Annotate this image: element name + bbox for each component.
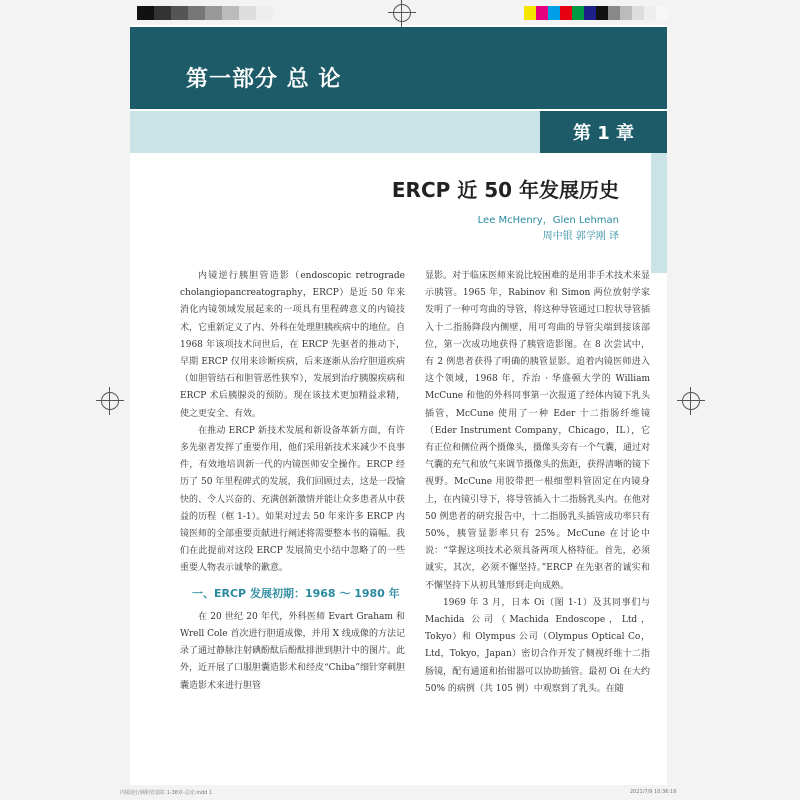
part-title: 第一部分 总 论 [186, 67, 342, 92]
registration-mark-icon [682, 392, 700, 410]
section-heading: 一、ERCP 发展初期：1968 ～ 1980 年 [192, 586, 400, 600]
paragraph: 在 20 世纪 20 年代，外科医师 Evart Graham 和 Wrell Cole 首次进行胆道成像，并用 X 线成像的方法记录了通过静脉注射碘酚酞后酚酞排泄到胆汁中的图片。此外，近开展了口服胆囊造影术和经皮“Chiba”细针穿刺胆囊造影术来进行胆管 [180, 611, 406, 691]
chapter-label: 第 1 章 [540, 111, 667, 153]
paragraph: 1969 年 3 月，日本 Oi（图 1-1）及其同事们与 Machida 公司（Machida Endoscope，Ltd，Tokyo）和 Olympus 公司（Olympus Optical Co，Ltd，Tokyo，Japan）密切合作开发了侧视纤维十二指肠镜，配有通道和抬钳器可以协助插管。最初 Oi 在大约 50% 的病例（共 105 例）中观察到了乳头。在随 [425, 597, 650, 694]
registration-mark-icon [393, 4, 411, 22]
authors-english: Lee McHenry，Glen Lehman [477, 215, 619, 226]
translators-chinese: 周中银 郭学刚 译 [542, 231, 619, 242]
registration-mark-icon [101, 392, 119, 410]
paragraph: 在推动 ERCP 新技术发展和新设备革新方面，有许多先驱者发挥了重要作用，他们采用新技术来减少不良事件，有效地培训新一代的内镜医师安全操作。ERCP 经历了 50 年里程碑式的发展，我们回顾过去，这是一段愉快的、令人兴奋的、充满创新激情并能让众多患者从中获益的历程（框 1-1）。如果对过去 50 年来许多 ERCP 内镜医师的全部重要贡献进行阐述将需要整本书的篇幅。我们在此提前对这段 ERCP 发展简史小结中忽略了的一些重要人物表示诚挚的歉意。 [180, 425, 406, 574]
right-text-column [425, 268, 650, 698]
grayscale-color-bar [137, 6, 273, 20]
print-slug-filename: 内镜逆行胰胆管造影 1-38章-总论.indd 1 [120, 790, 213, 796]
chapter-title: ERCP 近 50 年发展历史 [391, 178, 619, 202]
print-slug-timestamp: 2021/7/9 10:36:16 [630, 789, 677, 795]
paragraph: 内镜逆行胰胆管造影（endoscopic retrograde cholangiopancreatography，ERCP）是近 50 年来消化内镜领域发展起来的一项具有里程碑意义的内镜技术，它重新定义了内、外科在处理胆胰疾病中的地位。自 1968 年该项技术问世后，在 ERCP 先驱者的推动下，早期 ERCP 仅用来诊断疾病，后来逐渐从治疗胆道疾病（如胆管结石和胆管恶性狭窄），发展到治疗胰腺疾病和 ERCP 术后胰腺炎的预防。现在该技术更加精益求精，使之更安全、有效。 [180, 271, 406, 419]
cmyk-color-bar [524, 6, 668, 20]
paragraph: 显影。对于临床医师来说比较困难的是用非手术技术来显示胰管。1965 年，Rabinov 和 Simon 两位放射学家发明了一种可弯曲的导管，将这种导管通过口腔状导管插入十二指肠降段内侧壁，用可弯曲的导管尖端到接该部位，第一次成功地获得了胰管造影图。在 8 次尝试中，有 2 例患者获得了明确的胰管显影。追着内镜医师进入这个领域，1968 年，乔治 · 华盛顿大学的 William McCune 和他的外科同事第一次报道了经体内镜下乳头插管，McCune 使用了一种 Eder 十二指肠纤维镜（Eder Instrument Company，Chicago，IL），它有正位和侧位两个摄像头，摄像头旁有一个气囊，通过对气囊的充气和放气来调节摄像头的焦距，获得清晰的镜下视野。McCune 用胶带把一根细塑料管固定在内镜身上，在内镜引导下，将导管插入十二指肠乳头内。在他对 50 例患者的研究报告中，十二指肠乳头插管成功率只有 50%，胰管显影率只有 25%。McCune 在讨论中说：“掌握这项技术必须具备两项人格特征。首先，必须诚实，其次，必须不懈坚持。”ERCP 在先驱者的诚实和不懈坚持下从初具雏形到走向成熟。 [425, 271, 651, 591]
side-accent-strip [651, 153, 667, 273]
left-text-column [180, 268, 405, 695]
